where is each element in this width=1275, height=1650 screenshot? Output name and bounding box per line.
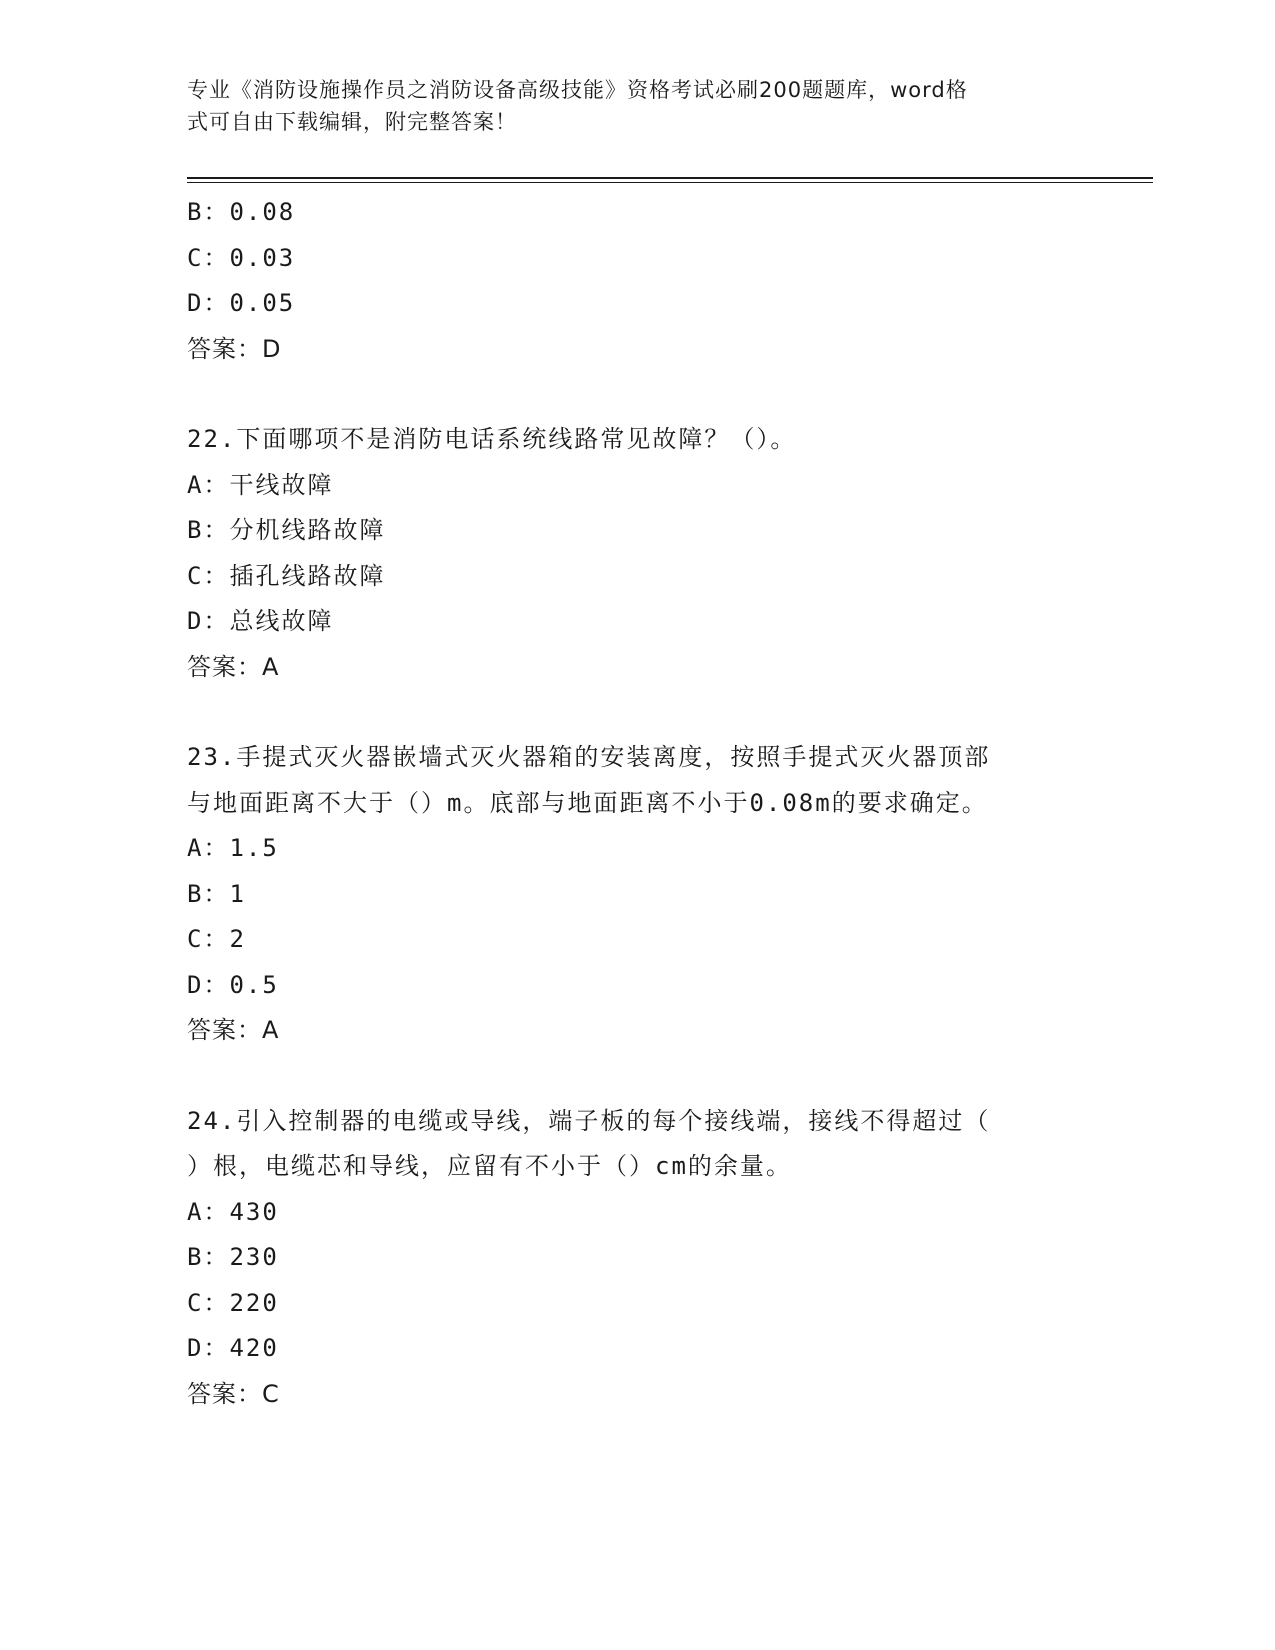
question-24 <box>187 1099 1087 1418</box>
q24-option-d: D：420 <box>187 1334 279 1362</box>
spacer <box>187 372 1087 417</box>
q21-option-d: D：0.05 <box>187 289 296 317</box>
header-divider-thick <box>187 177 1153 179</box>
q23-option-b: B：1 <box>187 879 246 908</box>
question-21 <box>187 190 1087 372</box>
spacer <box>187 1054 1087 1099</box>
q23-option-a: A：1.5 <box>187 834 279 862</box>
q23-option-c: C：2 <box>187 925 246 953</box>
q22-option-d: D：总线故障 <box>187 607 334 635</box>
header-line-1: 专业《消防设施操作员之消防设备高级技能》资格考试必刷200题题库，word格 <box>187 78 968 102</box>
q21-option-c: C：0.03 <box>187 243 296 272</box>
q21-answer: 答案：D <box>187 334 282 363</box>
header-divider-thin <box>187 182 1153 183</box>
q22-option-c: C：插孔线路故障 <box>187 561 386 590</box>
q22-answer: 答案：A <box>187 652 280 681</box>
q24-question-line-1: 24.引入控制器的电缆或导线，端子板的每个接线端，接线不得超过（ <box>187 1106 991 1135</box>
q22-question: 22.下面哪项不是消防电话系统线路常见故障？（）。 <box>187 425 797 453</box>
q23-question-line-2: 与地面距离不大于（）m。底部与地面距离不小于0.08m的要求确定。 <box>187 788 988 817</box>
q21-option-b: B：0.08 <box>187 198 296 226</box>
document-header <box>187 74 1067 138</box>
header-line-2: 式可自由下载编辑，附完整答案！ <box>187 110 517 134</box>
q23-option-d: D：0.5 <box>187 970 279 999</box>
q23-answer: 答案：A <box>187 1016 280 1044</box>
spacer <box>187 690 1087 735</box>
question-list <box>187 190 1087 1417</box>
q23-question-line-1: 23.手提式灭火器嵌墙式灭火器箱的安装离度，按照手提式灭火器顶部 <box>187 743 991 771</box>
question-23 <box>187 735 1087 1054</box>
q24-option-b: B：230 <box>187 1243 279 1271</box>
q24-question-line-2: ）根，电缆芯和导线，应留有不小于（）cm的余量。 <box>187 1152 792 1180</box>
q22-option-a: A：干线故障 <box>187 470 334 499</box>
question-22 <box>187 417 1087 690</box>
q24-option-c: C：220 <box>187 1288 279 1317</box>
q24-option-a: A：430 <box>187 1197 279 1226</box>
q24-answer: 答案：C <box>187 1379 280 1408</box>
q22-option-b: B：分机线路故障 <box>187 516 386 544</box>
